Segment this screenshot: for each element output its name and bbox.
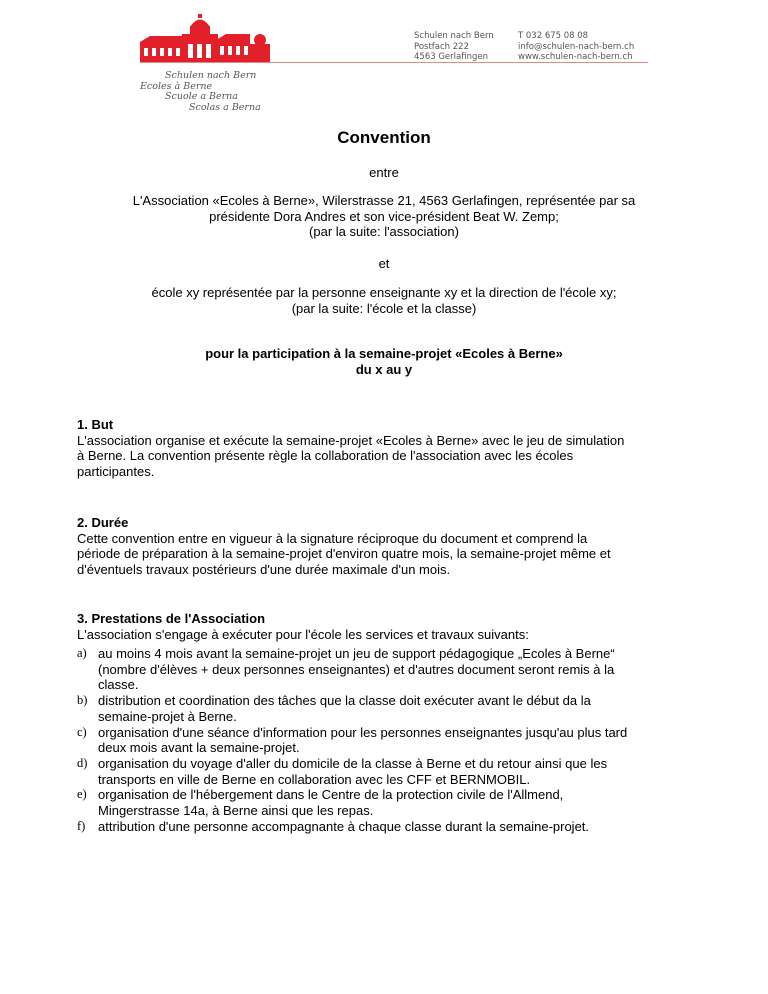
section-text-line: d'éventuels travaux postérieurs d'une durée maximale d'un mois. — [77, 562, 451, 578]
contact-phone: T 032 675 08 08 — [518, 31, 589, 41]
party-line: école xy représentée par la personne enseignante xy et la direction de l'école xy; — [151, 285, 617, 300]
section-text-line: L'association organise et exécute la semaine-projet «Ecoles à Berne» avec le jeu de simulation — [77, 432, 625, 448]
list-item — [77, 756, 697, 787]
between-word: entre — [369, 165, 399, 180]
party-line: (par la suite: l'école et la classe) — [291, 300, 477, 316]
list-item-line: organisation de l'hébergement dans le Centre de la protection civile de l'Allmend, — [98, 787, 564, 803]
document-title: Convention — [337, 128, 431, 147]
list-marker: a) — [77, 646, 87, 660]
contact-email: info@schulen-nach-bern.ch — [518, 41, 635, 52]
services-list — [77, 646, 697, 834]
list-item-line: organisation d'une séance d'information pour les personnes enseignantes jusqu'au plus tard — [98, 724, 628, 740]
list-item-line: distribution et coordination des tâches que la classe doit exécuter avant le début da la — [98, 693, 591, 709]
list-marker: e) — [77, 787, 87, 802]
address-line: Schulen nach Bern — [414, 31, 494, 41]
list-item-line: semaine-projet à Berne. — [98, 708, 237, 724]
section-purpose — [77, 417, 697, 480]
list-item-line: classe. — [98, 677, 139, 693]
list-item — [77, 646, 697, 693]
section-duration — [77, 515, 697, 578]
federal-palace-logo — [140, 14, 270, 62]
list-item-line: transports en ville de Berne en collaboration avec les CFF et BERNMOBIL. — [98, 771, 531, 787]
list-item — [77, 693, 697, 724]
list-item-line: organisation du voyage d'aller du domicile de la classe à Berne et du retour ainsi que les — [98, 755, 608, 771]
logo-line-rm: Scolas a Berna — [189, 101, 261, 113]
list-marker: f) — [77, 818, 86, 833]
list-item — [77, 725, 697, 756]
logo-line-de: Schulen nach Bern — [165, 70, 257, 81]
section-heading: 3. Prestations de l'Association — [77, 611, 266, 626]
section-heading: 2. Durée — [77, 515, 129, 530]
header-divider — [140, 62, 648, 63]
list-item-line: deux mois avant la semaine-projet. — [98, 740, 300, 756]
section-text-line: période de préparation à la semaine-projet d'environ quatre mois, la semaine-projet même et — [77, 546, 611, 562]
header-contact — [518, 31, 634, 63]
section-text-line: à Berne. La convention présente règle la collaboration de l'association avec les écoles — [77, 448, 574, 464]
party-school — [0, 285, 768, 316]
list-item-line: (nombre d'élèves + deux personnes enseignantes) et d'autres document seront remis à la — [98, 661, 615, 677]
list-item — [77, 787, 697, 818]
convention-subject — [0, 346, 768, 377]
section-text-line: L'association s'engage à exécuter pour l'école les services et travaux suivants: — [77, 626, 529, 642]
logo-wordmark — [140, 71, 261, 113]
address-line: 4563 Gerlafingen — [414, 52, 488, 63]
party-line: L'Association «Ecoles à Berne», Wilerstrasse 21, 4563 Gerlafingen, représentée par sa — [132, 193, 636, 208]
header-address — [414, 31, 494, 63]
list-item-line: Mingerstrasse 14a, à Berne ainsi que les repas. — [98, 803, 374, 819]
list-marker: c) — [77, 724, 87, 739]
contact-website: www.schulen-nach-bern.ch — [518, 52, 633, 63]
list-marker: d) — [77, 755, 88, 770]
and-word: et — [378, 256, 390, 271]
subject-dates: du x au y — [355, 361, 413, 377]
address-line: Postfach 222 — [414, 41, 469, 52]
section-heading: 1. But — [77, 417, 114, 432]
section-text-line: Cette convention entre en vigueur à la signature réciproque du document et comprend la — [77, 530, 588, 546]
section-services — [77, 611, 697, 642]
list-item — [77, 819, 697, 835]
logo-line-it: Scuole a Berna — [165, 91, 238, 102]
list-item-line: au moins 4 mois avant la semaine-projet un jeu de support pédagogique „Ecoles à Berne“ — [98, 646, 615, 661]
list-item-line: attribution d'une personne accompagnante à chaque classe durant la semaine-projet. — [98, 818, 590, 834]
party-line: présidente Dora Andres et son vice-président Beat W. Zemp; — [209, 208, 559, 224]
party-association — [0, 193, 768, 240]
party-line: (par la suite: l'association) — [309, 224, 459, 239]
section-text-line: participantes. — [77, 464, 155, 480]
subject-line: pour la participation à la semaine-projet «Ecoles à Berne» — [205, 346, 563, 361]
logo-line-fr: Ecoles à Berne — [140, 80, 213, 92]
list-marker: b) — [77, 693, 88, 708]
